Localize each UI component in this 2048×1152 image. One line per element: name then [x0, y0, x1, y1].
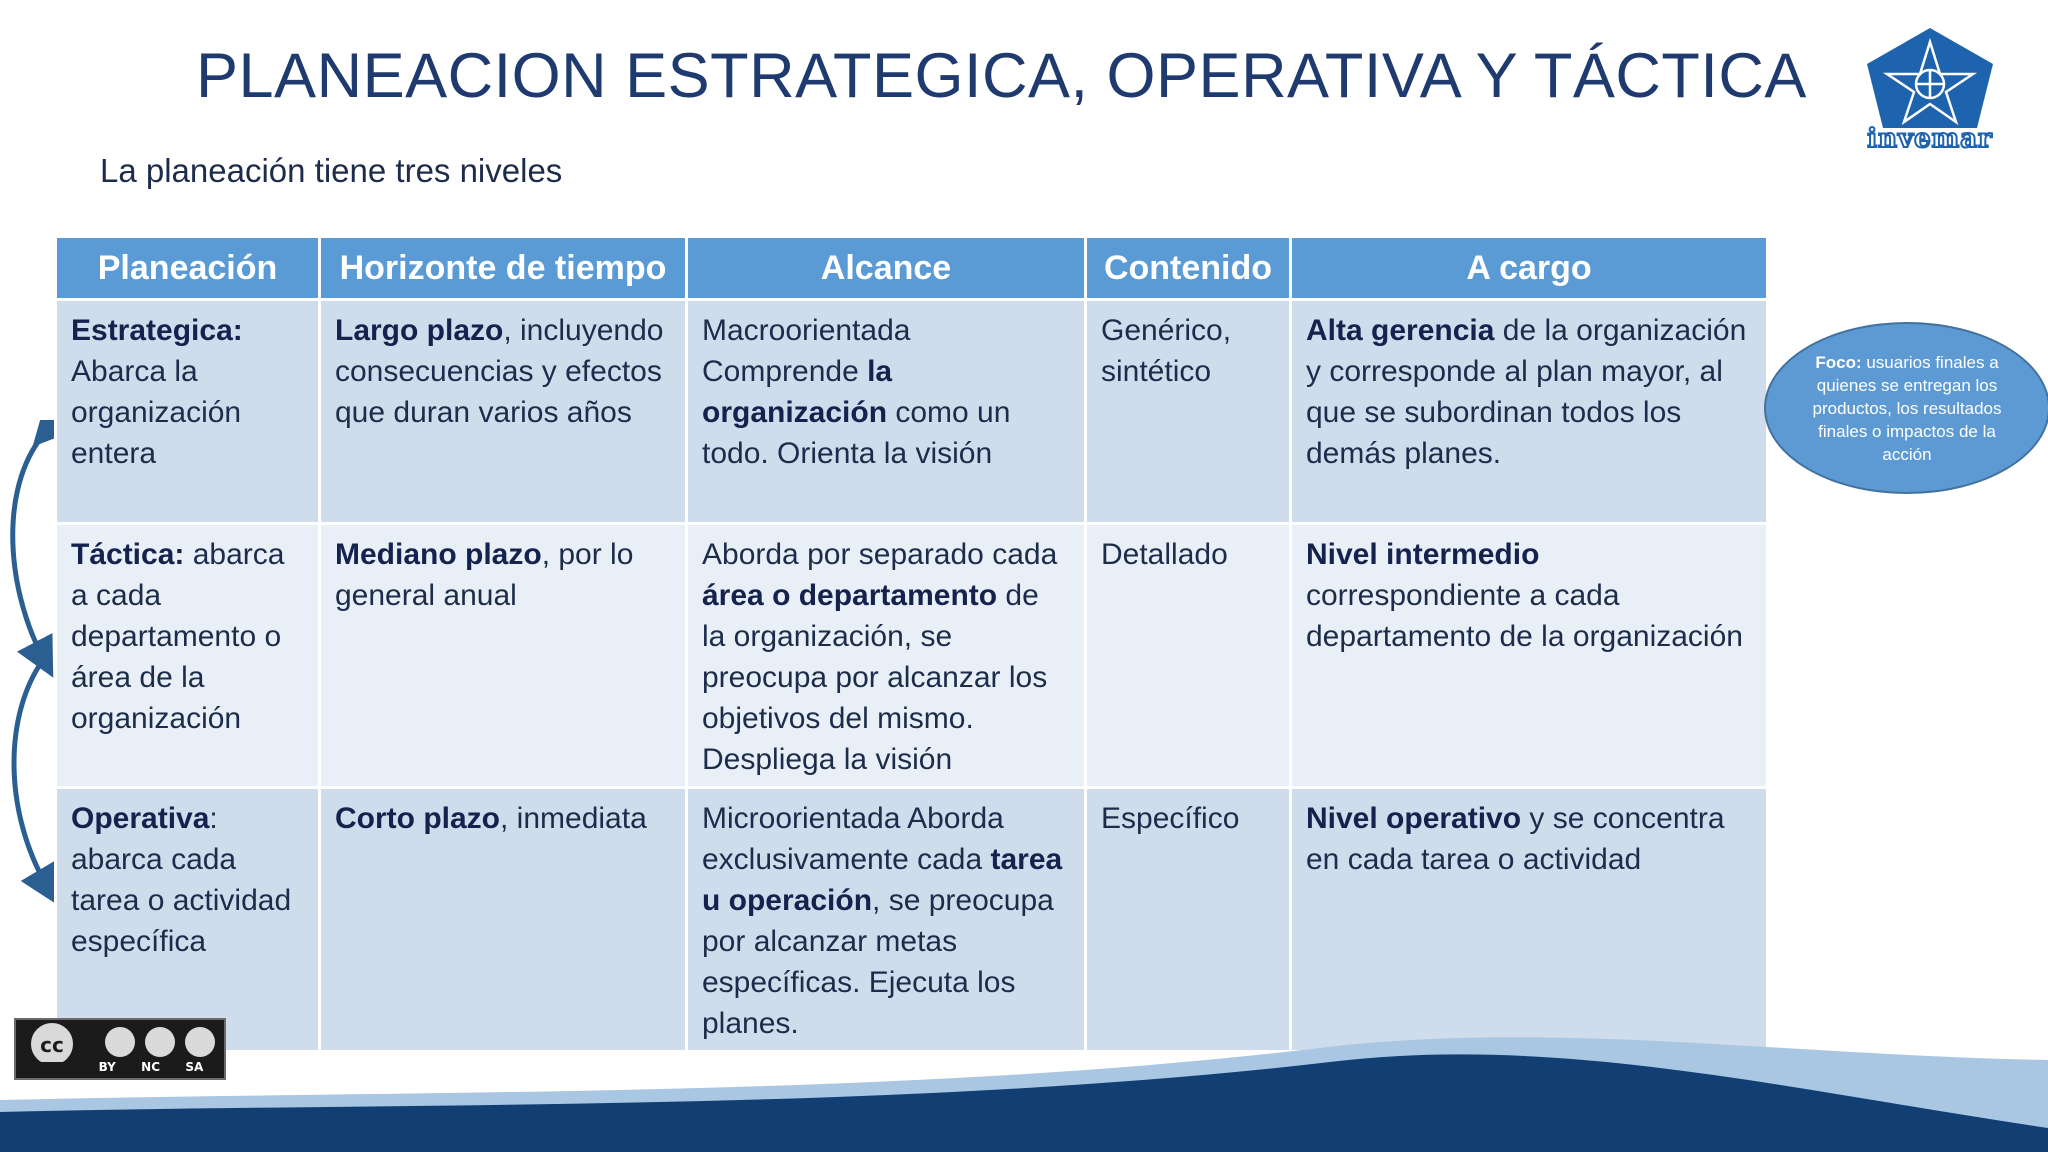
cc-license-labels: [86, 1060, 216, 1074]
cell-planeacion: [56, 300, 320, 524]
cell-text: , inmediata: [500, 802, 647, 835]
cell-text: , incluyendo consecuencias y efectos que duran varios años: [335, 314, 664, 429]
cc-by-nc-sa-icon: [22, 1022, 222, 1062]
cell-text: Aborda por separado cada: [702, 538, 1058, 571]
footer-wave-decoration: [0, 1020, 2048, 1152]
star-pentagon-logo-icon: [1855, 24, 2005, 134]
cell-bold: Estrategica:: [71, 314, 243, 347]
cell-text: , por lo general anual: [335, 538, 634, 612]
cell-alcance: [687, 788, 1086, 1052]
svg-text:cc: cc: [40, 1033, 64, 1057]
cell-a-cargo: [1291, 300, 1768, 524]
header-alcance: Alcance: [687, 237, 1086, 300]
cell-alcance: [687, 300, 1086, 524]
cell-bold: la organización: [702, 355, 893, 429]
invemar-logo: [1855, 24, 2005, 154]
cell-text: correspondiente a cada departamento de la organización: [1306, 579, 1743, 653]
header-horizonte: Horizonte de tiempo: [320, 237, 687, 300]
cell-a-cargo: [1291, 788, 1768, 1052]
cell-bold: área o departamento: [702, 579, 998, 612]
cell-text: abarca a cada departamento o área de la organización: [71, 538, 285, 735]
cell-bold: Largo plazo: [335, 314, 504, 347]
cell-bold: Operativa: [71, 802, 210, 835]
foco-callout-oval: [1764, 322, 2048, 494]
table-row-operativa: [56, 788, 1768, 1052]
cell-text: Microorientada Aborda exclusivamente cada: [702, 802, 1004, 876]
cell-text: : abarca cada tarea o actividad específica: [71, 802, 292, 958]
cell-text: Específico: [1101, 802, 1240, 835]
cell-text: Abarca la organización entera: [71, 355, 242, 470]
cell-bold: Nivel operativo: [1306, 802, 1522, 835]
planning-levels-table: [54, 235, 1769, 1053]
cell-bold: Corto plazo: [335, 802, 500, 835]
table-header-row: [56, 237, 1768, 300]
header-contenido: Contenido: [1086, 237, 1291, 300]
cell-bold: Alta gerencia: [1306, 314, 1495, 347]
cell-text: de la organización y corresponde al plan mayor, al que se subordinan todos los demás planes.: [1306, 314, 1747, 470]
cc-license-badge: [14, 1018, 226, 1080]
logo-wordmark: invemar: [1867, 124, 1993, 154]
cell-a-cargo: [1291, 524, 1768, 788]
cell-alcance: [687, 524, 1086, 788]
cell-text: , se preocupa por alcanzar metas específicas. Ejecuta los planes.: [702, 884, 1054, 1040]
cc-sa-label: SA: [185, 1060, 204, 1074]
cell-text: como un todo. Orienta la visión: [702, 396, 1011, 470]
cell-bold: Táctica:: [71, 538, 185, 571]
cell-horizonte: [320, 300, 687, 524]
cell-text: de la organización, se preocupa por alcanzar los objetivos del mismo. Despliega la visión: [702, 579, 1048, 776]
foco-text: [1812, 351, 2002, 466]
header-a-cargo: A cargo: [1291, 237, 1768, 300]
cell-planeacion: [56, 524, 320, 788]
cc-by-label: BY: [98, 1060, 116, 1074]
cell-text: y se concentra en cada tarea o actividad: [1306, 802, 1725, 876]
table-row-estrategica: [56, 300, 1768, 524]
cell-text: Genérico, sintético: [1101, 314, 1232, 388]
cell-bold: tarea u operación: [702, 843, 1063, 917]
foco-description: usuarios finales a quienes se entregan los productos, los resultados finales o impactos de la acción: [1812, 352, 2002, 464]
foco-label: Foco:: [1815, 352, 1862, 372]
cell-text: Macroorientada Comprende: [702, 314, 911, 388]
cell-bold: Mediano plazo: [335, 538, 542, 571]
header-planeacion: Planeación: [56, 237, 320, 300]
cell-contenido: [1086, 300, 1291, 524]
table-row-tactica: [56, 524, 1768, 788]
cell-contenido: [1086, 524, 1291, 788]
cell-contenido: [1086, 788, 1291, 1052]
cell-text: Detallado: [1101, 538, 1228, 571]
cell-planeacion: [56, 788, 320, 1052]
cell-horizonte: [320, 788, 687, 1052]
cell-bold: Nivel intermedio: [1306, 538, 1540, 571]
slide-title: PLANEACION ESTRATEGICA, OPERATIVA Y TÁCTICA: [196, 41, 1807, 111]
cell-horizonte: [320, 524, 687, 788]
slide-subtitle: La planeación tiene tres niveles: [100, 152, 563, 189]
cc-nc-label: NC: [141, 1060, 161, 1074]
